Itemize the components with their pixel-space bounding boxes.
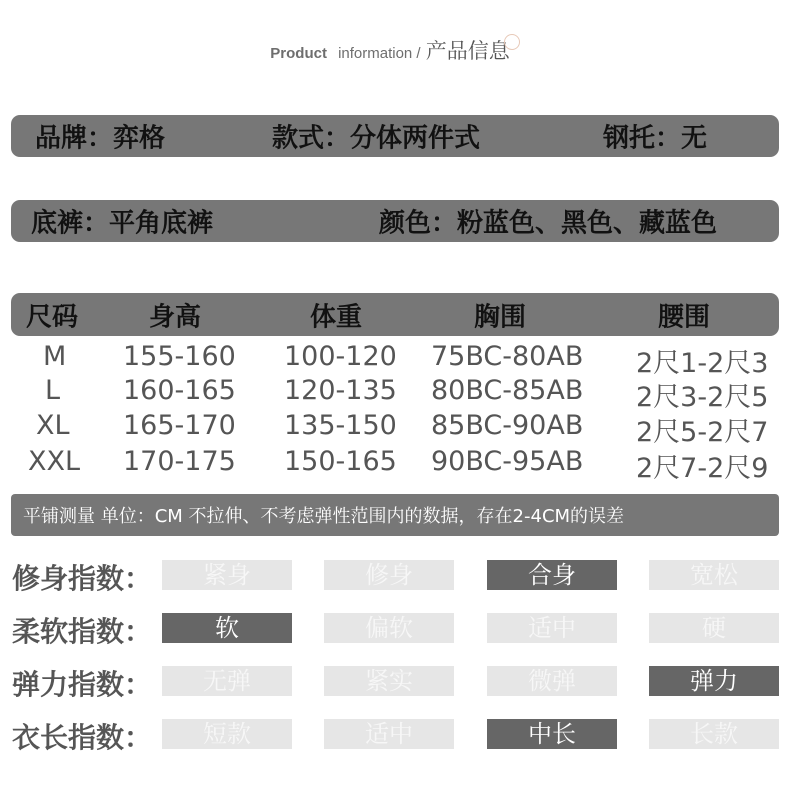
wire-text: 钢托：无: [603, 123, 708, 154]
cell-bust: 90BC-95AB: [431, 446, 584, 477]
cell-size: XXL: [28, 446, 81, 477]
cell-size: XL: [36, 410, 70, 441]
header-size: 尺码: [26, 302, 79, 332]
length-option: 中长: [487, 719, 617, 749]
header-height: 身高: [149, 302, 202, 332]
fit-option: 宽松: [649, 560, 779, 590]
elasticity-option: 紧实: [324, 666, 454, 696]
cell-waist: 2尺7-2尺9: [636, 453, 769, 484]
size-table-header: [11, 293, 779, 336]
softness-index-label: 柔软指数：: [12, 615, 153, 648]
header-waist: 腰围: [658, 302, 711, 332]
brand-text: 品牌：弈格: [35, 123, 166, 154]
fit-option: 紧身: [162, 560, 292, 590]
cell-height: 160-165: [123, 375, 236, 406]
softness-option: 软: [162, 613, 292, 643]
cell-size: L: [45, 375, 61, 406]
table-row: [0, 410, 790, 448]
softness-option: 适中: [487, 613, 617, 643]
info-bar-brand: [11, 115, 779, 157]
length-option: 适中: [324, 719, 454, 749]
cell-waist: 2尺1-2尺3: [636, 348, 769, 379]
colors-text: 颜色：粉蓝色、黑色、藏蓝色: [379, 208, 718, 239]
cell-waist: 2尺5-2尺7: [636, 417, 769, 448]
header-weight: 体重: [310, 302, 363, 332]
cell-weight: 120-135: [284, 375, 397, 406]
decorative-ring-icon: [504, 34, 520, 50]
measurement-note-bar: [11, 494, 779, 536]
cell-weight: 150-165: [284, 446, 397, 477]
cell-weight: 100-120: [284, 341, 397, 372]
cell-height: 170-175: [123, 446, 236, 477]
header-zh: 产品信息: [425, 39, 510, 63]
bottom-text: 底裤：平角底裤: [31, 208, 214, 239]
elasticity-option: 微弹: [487, 666, 617, 696]
length-option: 短款: [162, 719, 292, 749]
section-header: [0, 34, 790, 65]
info-bar-bottom: [11, 200, 779, 242]
softness-option: 偏软: [324, 613, 454, 643]
length-option: 长款: [649, 719, 779, 749]
cell-bust: 80BC-85AB: [431, 375, 584, 406]
fit-index-label: 修身指数：: [12, 562, 153, 595]
cell-waist: 2尺3-2尺5: [636, 382, 769, 413]
header-bust: 胸围: [474, 302, 527, 332]
cell-size: M: [43, 341, 67, 372]
length-index-label: 衣长指数：: [12, 721, 153, 754]
measurement-note: 平铺测量 单位：CM 不拉伸、不考虑弹性范围内的数据，存在2-4CM的误差: [23, 506, 625, 527]
table-row: [0, 341, 790, 379]
elasticity-index-label: 弹力指数：: [12, 668, 153, 701]
header-en-bold: Product: [270, 45, 327, 62]
cell-bust: 75BC-80AB: [431, 341, 584, 372]
cell-weight: 135-150: [284, 410, 397, 441]
table-row: [0, 375, 790, 413]
table-row: [0, 446, 790, 484]
header-en: information /: [338, 45, 421, 62]
elasticity-option: 弹力: [649, 666, 779, 696]
cell-bust: 85BC-90AB: [431, 410, 584, 441]
cell-height: 155-160: [123, 341, 236, 372]
fit-option: 修身: [324, 560, 454, 590]
style-text: 款式：分体两件式: [272, 123, 481, 154]
softness-option: 硬: [649, 613, 779, 643]
cell-height: 165-170: [123, 410, 236, 441]
elasticity-option: 无弹: [162, 666, 292, 696]
fit-option: 合身: [487, 560, 617, 590]
